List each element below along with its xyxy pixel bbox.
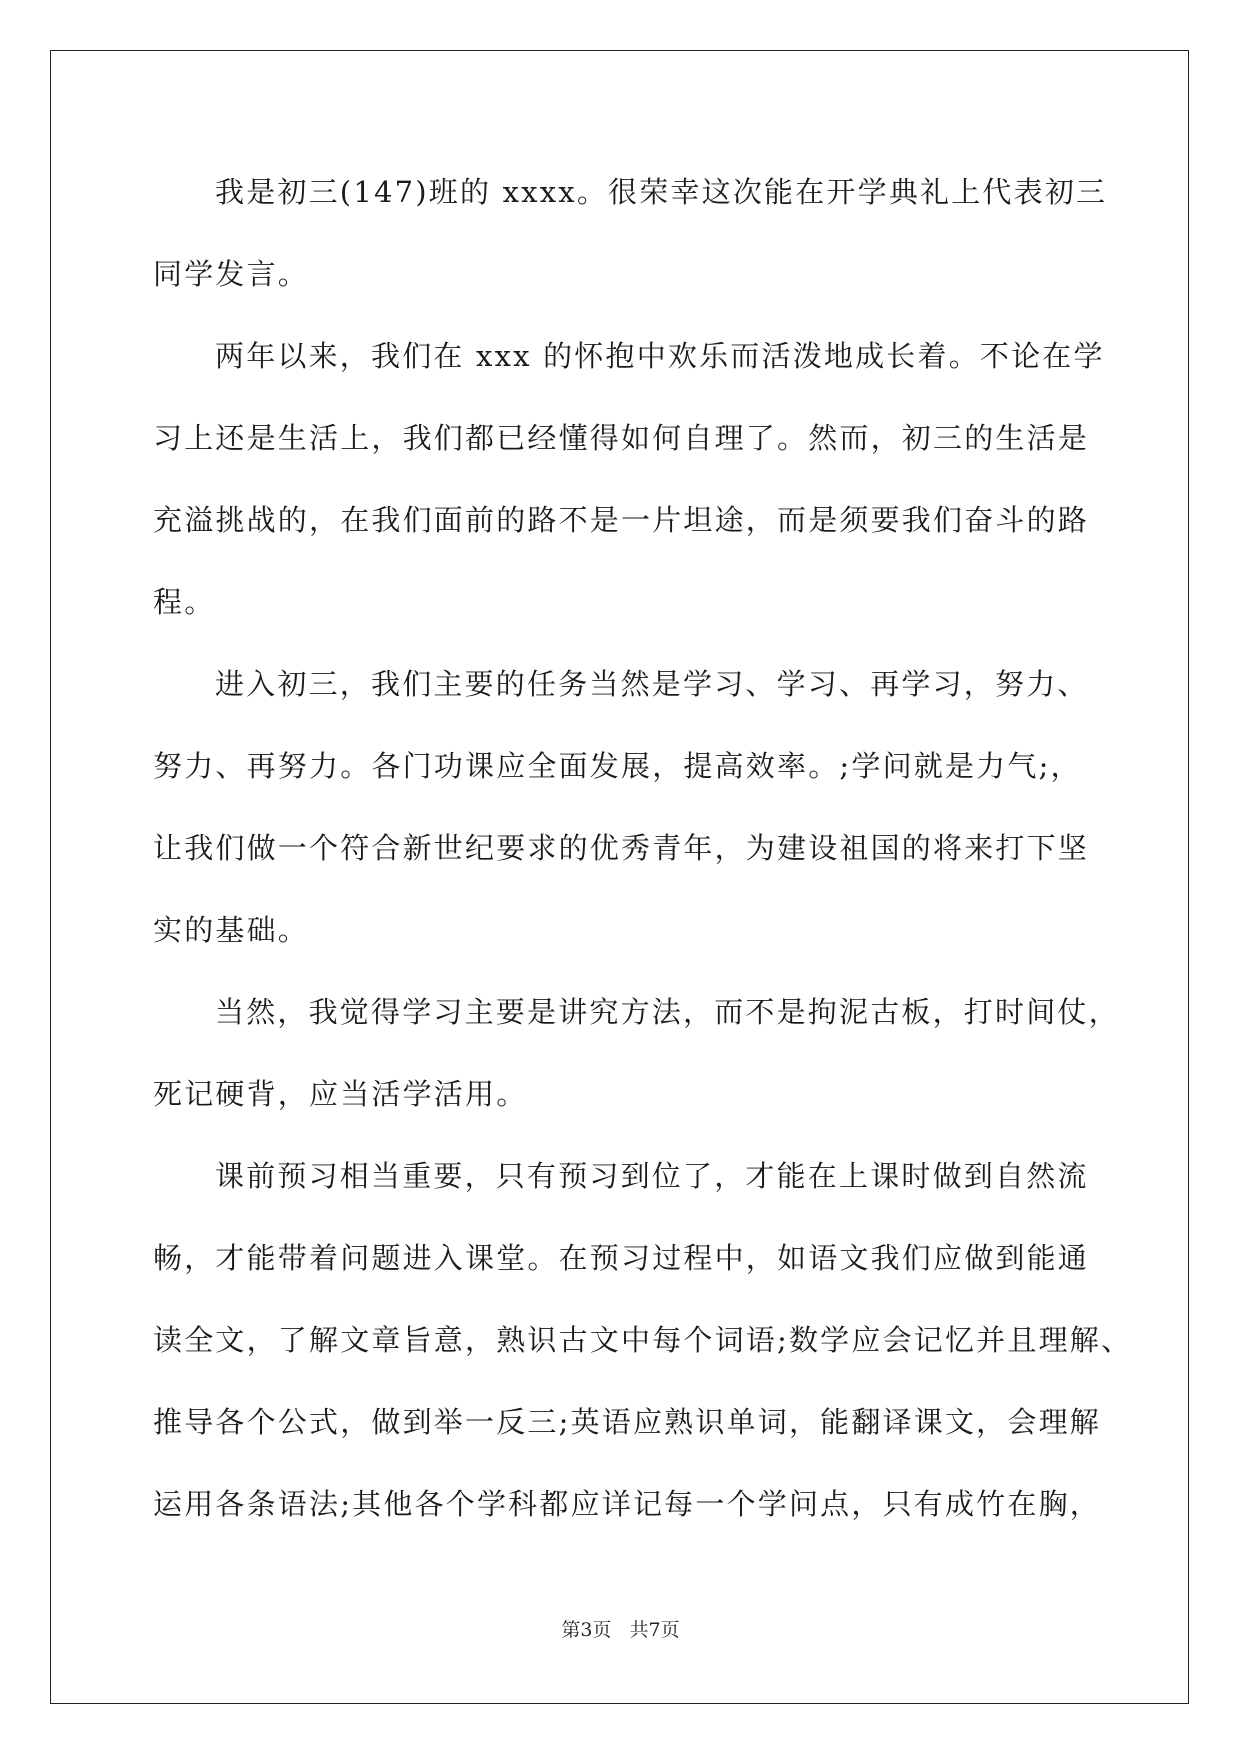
text-line: 课前预习相当重要，只有预习到位了，才能在上课时做到自然流 [215,1159,1089,1193]
text-line: 习上还是生活上，我们都已经懂得如何自理了。然而，初三的生活是 [153,421,1090,455]
text-line: 畅，才能带着问题进入课堂。在预习过程中，如语文我们应做到能通 [153,1241,1090,1275]
text-line: 推导各个公式，做到举一反三;英语应熟识单词，能翻译课文，会理解 [153,1405,1101,1439]
text-line: 让我们做一个符合新世纪要求的优秀青年，为建设祖国的将来打下坚 [153,831,1090,865]
text-line: 充溢挑战的，在我们面前的路不是一片坦途，而是须要我们奋斗的路 [153,503,1090,537]
text-line: 同学发言。 [153,257,310,291]
text-line: 努力、再努力。各门功课应全面发展，提高效率。;学问就是力气;， [153,749,1082,783]
text-line: 实的基础。 [153,913,310,947]
document-body [153,162,1133,1556]
page-number: 第3页 [561,1619,612,1641]
text-line: 读全文，了解文章旨意，熟识古文中每个词语;数学应会记忆并且理解、 [153,1323,1133,1357]
page-total: 共7页 [629,1619,680,1641]
page-footer [0,1615,1241,1642]
text-line: 两年以来，我们在 xxx 的怀抱中欢乐而活泼地成长着。不论在学 [215,339,1105,373]
text-line: 死记硬背，应当活学活用。 [153,1077,528,1111]
text-line: 当然，我觉得学习主要是讲究方法，而不是拘泥古板，打时间仗， [215,995,1120,1029]
text-line: 进入初三，我们主要的任务当然是学习、学习、再学习，努力、 [215,667,1089,701]
text-line: 程。 [153,585,216,619]
text-line: 我是初三(147)班的 xxxx。很荣幸这次能在开学典礼上代表初三 [215,175,1108,209]
text-line: 运用各条语法;其他各个学科都应详记每一个学问点，只有成竹在胸， [153,1487,1101,1521]
